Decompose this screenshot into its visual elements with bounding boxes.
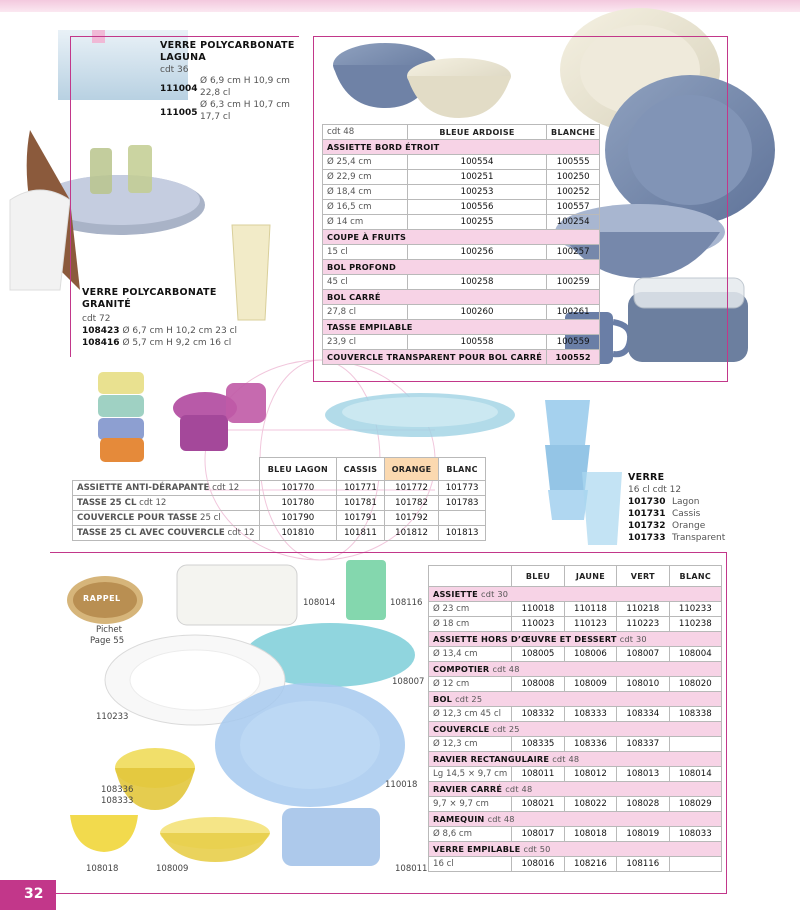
size-cell: Ø 12,3 cm 45 cl: [429, 707, 512, 722]
section-name: ASSIETTE: [433, 589, 478, 599]
table-colored-dinnerware: [428, 565, 722, 872]
code-cell: 101772: [384, 481, 438, 496]
code-cell: 100559: [547, 335, 600, 350]
code-cell: 108020: [669, 677, 721, 692]
code-cell: 108116: [617, 857, 669, 872]
section-name: COMPOTIER: [433, 664, 490, 674]
col-header: CASSIS: [337, 458, 385, 481]
code-cell: 100258: [408, 275, 547, 290]
section-title: BOL PROFOND: [323, 260, 600, 275]
code-cell: 100254: [547, 215, 600, 230]
verre-item: [628, 520, 748, 532]
label-108116: 108116: [390, 598, 423, 608]
table-row: [323, 170, 600, 185]
code-cell: 108338: [669, 707, 721, 722]
code-cell: 101770: [259, 481, 336, 496]
laguna-desc: Ø 6,9 cm H 10,9 cm: [200, 76, 290, 86]
section-title: TASSE EMPILABLE: [323, 320, 600, 335]
code-cell: 108033: [669, 827, 721, 842]
col-header: BLANC: [439, 458, 486, 481]
row-cdt: cdt 12: [227, 528, 255, 538]
section-name: BOL: [433, 694, 453, 704]
laguna-volume: 17,7 cl: [200, 112, 231, 122]
code-cell: 110123: [564, 617, 616, 632]
section-cdt: cdt 25: [455, 694, 483, 704]
verre-code: 101733: [628, 533, 666, 543]
size-cell: 16 cl: [429, 857, 512, 872]
size-cell: 23,9 cl: [323, 335, 408, 350]
section-name: VERRE EMPILABLE: [433, 844, 521, 854]
section-cdt: cdt 48: [552, 754, 580, 764]
label-110233: 110233: [96, 712, 129, 722]
laguna-item-2: [160, 100, 300, 124]
code-cell: 100256: [408, 245, 547, 260]
table-row: [73, 496, 486, 511]
section-title: [429, 752, 722, 767]
label-108336: 108336: [101, 785, 134, 795]
code-cell: 100252: [547, 185, 600, 200]
table-row: [429, 827, 722, 842]
code-cell: [669, 737, 721, 752]
code-cell: 101783: [439, 496, 486, 511]
row-cdt: 25 cl: [200, 513, 221, 523]
granite-title-2: GRANITÉ: [82, 299, 132, 310]
section-cdt: cdt 50: [523, 844, 551, 854]
table-header-row: [73, 458, 486, 481]
section-name: RAVIER RECTANGULAIRE: [433, 754, 550, 764]
section-name: RAVIER CARRÉ: [433, 784, 503, 794]
section-name: COUVERCLE: [433, 724, 490, 734]
code-cell: 108335: [512, 737, 564, 752]
code-cell: 108018: [564, 827, 616, 842]
row-cdt: cdt 12: [212, 483, 240, 493]
code-cell: 108013: [617, 767, 669, 782]
table-row: [323, 275, 600, 290]
laguna-code: 111004: [160, 84, 198, 94]
table-row: [429, 797, 722, 812]
section-cdt: cdt 48: [487, 814, 515, 824]
cup-yellow: [98, 372, 144, 394]
code-cell: 100253: [408, 185, 547, 200]
section-title: COUPE À FRUITS: [323, 230, 600, 245]
verre-code: 101731: [628, 509, 666, 519]
table-row: [429, 857, 722, 872]
cup-blue: [98, 418, 144, 440]
code-cell: 101773: [439, 481, 486, 496]
table-row: [429, 617, 722, 632]
laguna-block: [160, 40, 300, 124]
code-cell: 108012: [564, 767, 616, 782]
code-cell: 108008: [512, 677, 564, 692]
code-cell: 108019: [617, 827, 669, 842]
code-cell: 100250: [547, 170, 600, 185]
section-cdt: cdt 30: [619, 634, 647, 644]
col-header: BLEU: [512, 566, 564, 587]
code-cell: 101811: [337, 526, 385, 541]
blank-corner: [429, 566, 512, 587]
laguna-desc: Ø 6,3 cm H 10,7 cm: [200, 100, 290, 110]
code-cell: 110238: [669, 617, 721, 632]
section-title: [429, 812, 722, 827]
section-title: [429, 662, 722, 677]
section-title: [429, 722, 722, 737]
code-cell: 101771: [337, 481, 385, 496]
granite-title-1: VERRE POLYCARBONATE: [82, 287, 217, 298]
code-cell: 108216: [564, 857, 616, 872]
table-row: [323, 200, 600, 215]
code-cell: 108336: [564, 737, 616, 752]
code-cell: 108007: [617, 647, 669, 662]
section-title: ASSIETTE BORD ÉTROIT: [323, 140, 600, 155]
verre-code: 101732: [628, 521, 666, 531]
code-cell: 108005: [512, 647, 564, 662]
table-row: [73, 481, 486, 496]
section-title: [429, 782, 722, 797]
verre-item: [628, 496, 748, 508]
table-row: [323, 305, 600, 320]
label-108018: 108018: [86, 864, 119, 874]
section-title: [429, 587, 722, 602]
table-row: [323, 335, 600, 350]
code-cell: [439, 511, 486, 526]
table-cups-plates: [72, 457, 486, 541]
table-row: [73, 526, 486, 541]
code-cell: 108011: [512, 767, 564, 782]
size-cell: Ø 18 cm: [429, 617, 512, 632]
table-row: [323, 215, 600, 230]
code-cell: 100555: [547, 155, 600, 170]
code-cell: 101813: [439, 526, 486, 541]
row-label: TASSE 25 CL AVEC COUVERCLE: [77, 528, 225, 538]
granite-block: [82, 287, 282, 349]
code-cell: 100554: [408, 155, 547, 170]
code-cell: 101780: [259, 496, 336, 511]
pichet-note-1: Pichet: [96, 625, 122, 635]
code-cell: 108004: [669, 647, 721, 662]
code-cell: 108017: [512, 827, 564, 842]
code-cell: 110018: [512, 602, 564, 617]
label-108009: 108009: [156, 864, 189, 874]
size-cell: 45 cl: [323, 275, 408, 290]
code-cell: 108021: [512, 797, 564, 812]
label-110018: 110018: [385, 780, 418, 790]
row-label: COUVERCLE POUR TASSE: [77, 513, 198, 523]
laguna-volume: 22,8 cl: [200, 88, 231, 98]
granite-cdt: cdt 72: [82, 314, 111, 324]
size-cell: 15 cl: [323, 245, 408, 260]
section-cdt: cdt 25: [492, 724, 520, 734]
verre-color: Lagon: [672, 497, 700, 507]
size-cell: Ø 25,4 cm: [323, 155, 408, 170]
code-cell: 101781: [337, 496, 385, 511]
code-cell: 108022: [564, 797, 616, 812]
verre-item: [628, 508, 748, 520]
code-cell: 108334: [617, 707, 669, 722]
verre-title: VERRE: [628, 472, 665, 483]
col-header: VERT: [617, 566, 669, 587]
laguna-item-1: [160, 76, 300, 100]
code-cell: 108337: [617, 737, 669, 752]
verre-block: [628, 472, 748, 544]
code-cell: 108016: [512, 857, 564, 872]
size-cell: Ø 16,5 cm: [323, 200, 408, 215]
laguna-cdt: cdt 36: [160, 65, 189, 75]
laguna-code: 111005: [160, 108, 198, 118]
code-cell: 101810: [259, 526, 336, 541]
verre-color: Transparent: [672, 533, 726, 543]
cup-cassis: [180, 415, 228, 451]
verre-lagon: [545, 400, 590, 445]
verre-item: [628, 532, 748, 544]
size-cell: 27,8 cl: [323, 305, 408, 320]
granite-code: 108416: [82, 338, 120, 348]
table-row: [323, 155, 600, 170]
code-cell: 100255: [408, 215, 547, 230]
pichet-note-2: Page 55: [90, 636, 125, 646]
code-cell: 101791: [337, 511, 385, 526]
code-cell: 100556: [408, 200, 547, 215]
table-cdt: cdt 48: [323, 125, 408, 140]
granite-desc: Ø 5,7 cm H 9,2 cm 16 cl: [122, 338, 232, 348]
code-cell: 100557: [547, 200, 600, 215]
size-cell: Ø 12,3 cm: [429, 737, 512, 752]
verre-sub: 16 cl cdt 12: [628, 485, 682, 495]
footer-code: 100552: [547, 350, 600, 365]
section-name: RAMEQUIN: [433, 814, 485, 824]
section-cdt: cdt 30: [481, 589, 509, 599]
table-footer-row: [323, 350, 600, 365]
size-cell: 9,7 × 9,7 cm: [429, 797, 512, 812]
code-cell: 100558: [408, 335, 547, 350]
col-header: ORANGE: [384, 458, 438, 481]
rappel-label: RAPPEL: [83, 594, 121, 603]
cup-cassis-2: [226, 383, 266, 423]
verre-code: 101730: [628, 497, 666, 507]
code-cell: 100261: [547, 305, 600, 320]
code-cell: 100260: [408, 305, 547, 320]
table-slate-dinnerware: [322, 124, 600, 365]
granite-code: 108423: [82, 326, 120, 336]
code-cell: 108014: [669, 767, 721, 782]
code-cell: 100259: [547, 275, 600, 290]
laguna-title-2: LAGUNA: [160, 52, 207, 63]
code-cell: 101782: [384, 496, 438, 511]
size-cell: Ø 23 cm: [429, 602, 512, 617]
row-label: ASSIETTE ANTI-DÉRAPANTE: [77, 483, 210, 493]
code-cell: 108029: [669, 797, 721, 812]
table-row: [429, 647, 722, 662]
page-number: 32: [24, 886, 44, 902]
table-row: [323, 245, 600, 260]
code-cell: 108332: [512, 707, 564, 722]
code-cell: 101792: [384, 511, 438, 526]
section-cdt: cdt 48: [505, 784, 533, 794]
label-108007: 108007: [392, 677, 425, 687]
code-cell: 110118: [564, 602, 616, 617]
table-header-row: [429, 566, 722, 587]
row-cdt: cdt 12: [139, 498, 167, 508]
code-cell: 110218: [617, 602, 669, 617]
code-cell: 108028: [617, 797, 669, 812]
label-108011: 108011: [395, 864, 428, 874]
col-header: BLANCHE: [547, 125, 600, 140]
col-header: BLEU LAGON: [259, 458, 336, 481]
verre-color: Cassis: [672, 509, 701, 519]
code-cell: 110223: [617, 617, 669, 632]
col-header: JAUNE: [564, 566, 616, 587]
table-row: [429, 767, 722, 782]
section-title: [429, 632, 722, 647]
code-cell: 101790: [259, 511, 336, 526]
code-cell: 100257: [547, 245, 600, 260]
label-108333: 108333: [101, 796, 134, 806]
size-cell: Ø 18,4 cm: [323, 185, 408, 200]
verre-color: Orange: [672, 521, 706, 531]
table-row: [429, 677, 722, 692]
size-cell: Ø 12 cm: [429, 677, 512, 692]
size-cell: Ø 14 cm: [323, 215, 408, 230]
table-row: [429, 707, 722, 722]
code-cell: 108006: [564, 647, 616, 662]
size-cell: Ø 22,9 cm: [323, 170, 408, 185]
granite-desc: Ø 6,7 cm H 10,2 cm 23 cl: [122, 326, 238, 336]
section-title: [429, 692, 722, 707]
row-label: TASSE 25 CL: [77, 498, 137, 508]
col-header: BLEUE ARDOISE: [408, 125, 547, 140]
table-row: [73, 511, 486, 526]
code-cell: [669, 857, 721, 872]
size-cell: Lg 14,5 × 9,7 cm: [429, 767, 512, 782]
code-cell: 110023: [512, 617, 564, 632]
table-header-row: [323, 125, 600, 140]
code-cell: 110233: [669, 602, 721, 617]
cup-green: [98, 395, 144, 417]
code-cell: 108010: [617, 677, 669, 692]
footer-label: COUVERCLE TRANSPARENT POUR BOL CARRÉ: [323, 350, 547, 365]
verre-transparent: [582, 472, 622, 545]
granite-item-2: [82, 337, 282, 349]
code-cell: 108009: [564, 677, 616, 692]
size-cell: Ø 8,6 cm: [429, 827, 512, 842]
table-row: [323, 185, 600, 200]
page-number-tab: [0, 880, 56, 910]
label-108014: 108014: [303, 598, 336, 608]
code-cell: 108333: [564, 707, 616, 722]
blank-corner: [73, 458, 260, 481]
waitress-shirt: [10, 190, 70, 290]
size-cell: Ø 13,4 cm: [429, 647, 512, 662]
section-title: [429, 842, 722, 857]
section-name: ASSIETTE HORS D’ŒUVRE ET DESSERT: [433, 634, 617, 644]
section-title: BOL CARRÉ: [323, 290, 600, 305]
code-cell: 100251: [408, 170, 547, 185]
laguna-title-1: VERRE POLYCARBONATE: [160, 40, 295, 51]
col-header: BLANC: [669, 566, 721, 587]
table-row: [429, 737, 722, 752]
code-cell: 101812: [384, 526, 438, 541]
table-row: [429, 602, 722, 617]
granite-item-1: [82, 325, 282, 337]
section-cdt: cdt 48: [492, 664, 520, 674]
